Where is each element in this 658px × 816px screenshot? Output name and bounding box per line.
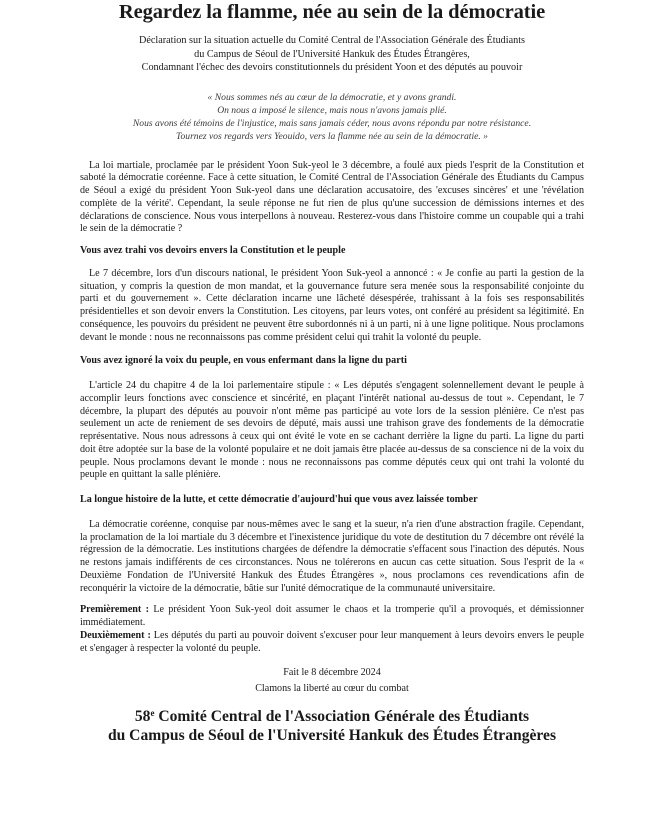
signature-line-2: du Campus de Séoul de l'Université Hankuk des Études Étrangères (107, 726, 557, 744)
demand-item (80, 604, 584, 630)
quote-line: Nous avons été témoins de l'injustice, mais sans jamais céder, nous avons répondu par notre résistance. (132, 118, 532, 130)
quote-line: Tournez vos regards vers Yeouido, vers la flamme née au sein de la démocratie. » (176, 131, 488, 143)
section-body-party-line: L'article 24 du chapitre 4 de la loi parlementaire stipule : « Les députés s'engagent solennellement devant le peuple à accomplir leurs fonctions avec conscience et sincérité, en plaçant l'intérêt national au-dessus de tout ». Cependant, le 7 décembre, la plupart des députés au pouvoir n'ont même pas participé au vote lors de la session plénière. Ce n'est pas seulement un acte de reniement de ses devoirs de député, mais aussi une trahison grave des fondements de la démocratie représentative. Nous nous adressons à ceux qui ont évité le vote en se cachant derrière la ligne du parti. La ligne du parti doit être adoptée sur la base de la volonté populaire et ne doit jamais être placée au-dessus de sa conscience ni de la voix du peuple. Nous proclamons devant le monde : nous ne reconnaissons pas comme députés ceux qui ont trahi la volonté du peuple en quittant la salle plénière. (80, 380, 584, 481)
signature-block (80, 707, 584, 745)
section-heading-party-line: Vous avez ignoré la voix du peuple, en vous enfermant dans la ligne du parti (80, 355, 407, 367)
demand-label: Premièrement : (80, 604, 149, 616)
subtitle-line: Condamnant l'échec des devoirs constitutionnels du président Yoon et des députés au pouvoir (141, 62, 523, 73)
demand-item (80, 630, 584, 656)
signature-number: 58 (134, 707, 151, 725)
subtitle-line: du Campus de Séoul de l'Université Hankuk des Études Étrangères, (194, 48, 470, 60)
section-body-constitution: Le 7 décembre, lors d'un discours national, le président Yoon Suk-yeol a annoncé : « Je confie au parti la gestion de la situation, y compris la question de mon mandat, et la gouvernance future sera menée sous la responsabilité conjointe du parti et du gouvernement ». Cette déclaration incarne une lâcheté désespérée, trahissant à la fois ses responsabilités présidentielles et son devoir envers la Constitution. Les citoyens, par leurs votes, ont conféré au président sa légitimité. En conséquence, les pouvoirs du président ne peuvent être subordonnés ni à un parti, ni à une ligne politique. Nous proclamons devant le monde : nous ne reconnaissons pas comme président celui qui trahit la volonté du peuple. (80, 267, 584, 343)
demand-text: Le président Yoon Suk-yeol doit assumer le chaos et la tromperie qu'il a provoqués, et démissionner immédiatement. (80, 604, 584, 629)
date-line: Fait le 8 décembre 2024 (283, 667, 381, 679)
signature-ordinal: e (150, 707, 155, 718)
slogan-line: Clamons la liberté au cœur du combat (255, 683, 409, 695)
signature-line-1 (80, 707, 584, 726)
subtitle (80, 34, 584, 75)
signature-org: Comité Central de l'Association Générale des Étudiants (158, 707, 530, 725)
page-title: Regardez la flamme, née au sein de la démocratie (118, 1, 546, 23)
section-heading-constitution: Vous avez trahi vos devoirs envers la Constitution et le peuple (80, 245, 346, 257)
subtitle-line: Déclaration sur la situation actuelle du Comité Central de l'Association Générale des Étudiants (138, 35, 526, 46)
section-body-history: La démocratie coréenne, conquise par nous-mêmes avec le sang et la sueur, n'a rien d'une abstraction fragile. Cependant, la proclamation de la loi martiale du 3 décembre et l'inexistence juridique du vote de destitution du 7 décembre ont révélé la régression de la démocratie. Les institutions chargées de défendre la démocratie s'effacent sous l'inaction des députés. Nous ne restons jamais indifférents de ces circonstances. Nous ne tolérerons en aucun cas cette situation. Sous l'esprit de la « Deuxième Fondation de l'Université Hankuk des Études Étrangères », nous proclamons ces revendications afin de reconquérir la victoire de la démocratie, bâtie sur l'unité démocratique de la communauté universitaire. (80, 518, 584, 594)
epigraph-quote (80, 91, 584, 144)
quote-line: « Nous sommes nés au cœur de la démocratie, et y avons grandi. (207, 91, 457, 103)
demand-text: Les députés du parti au pouvoir doivent s'excuser pour leur manquement à leurs devoirs envers le peuple et s'engager à respecter la volonté du peuple. (80, 629, 584, 654)
section-heading-history: La longue histoire de la lutte, et cette démocratie d'aujourd'hui que vous avez laissée tomber (80, 494, 478, 506)
intro-paragraph: La loi martiale, proclamée par le président Yoon Suk-yeol le 3 décembre, a foulé aux pieds l'esprit de la Constitution et saboté la démocratie coréenne. Face à cette situation, le Comité Central de l'Association Générale des Étudiants du Campus de Séoul a exigé du président Yoon Suk-yeol dans une déclaration accusatoire, des 'excuses sincères' et une 'révélation complète de la vérité'. Cependant, la seule réponse ne fut rien de plus qu'une succession de démissions internes et des déclarations de conscience. Nous vous interpellons à nouveau. Resterez-vous dans l'histoire comme un coupable qui a trahi le sein de la démocratie ? (80, 159, 584, 235)
demand-label: Deuxièmement : (80, 629, 151, 641)
demands (80, 604, 584, 655)
quote-line: On nous a imposé le silence, mais nous n'avons jamais plié. (217, 104, 447, 116)
